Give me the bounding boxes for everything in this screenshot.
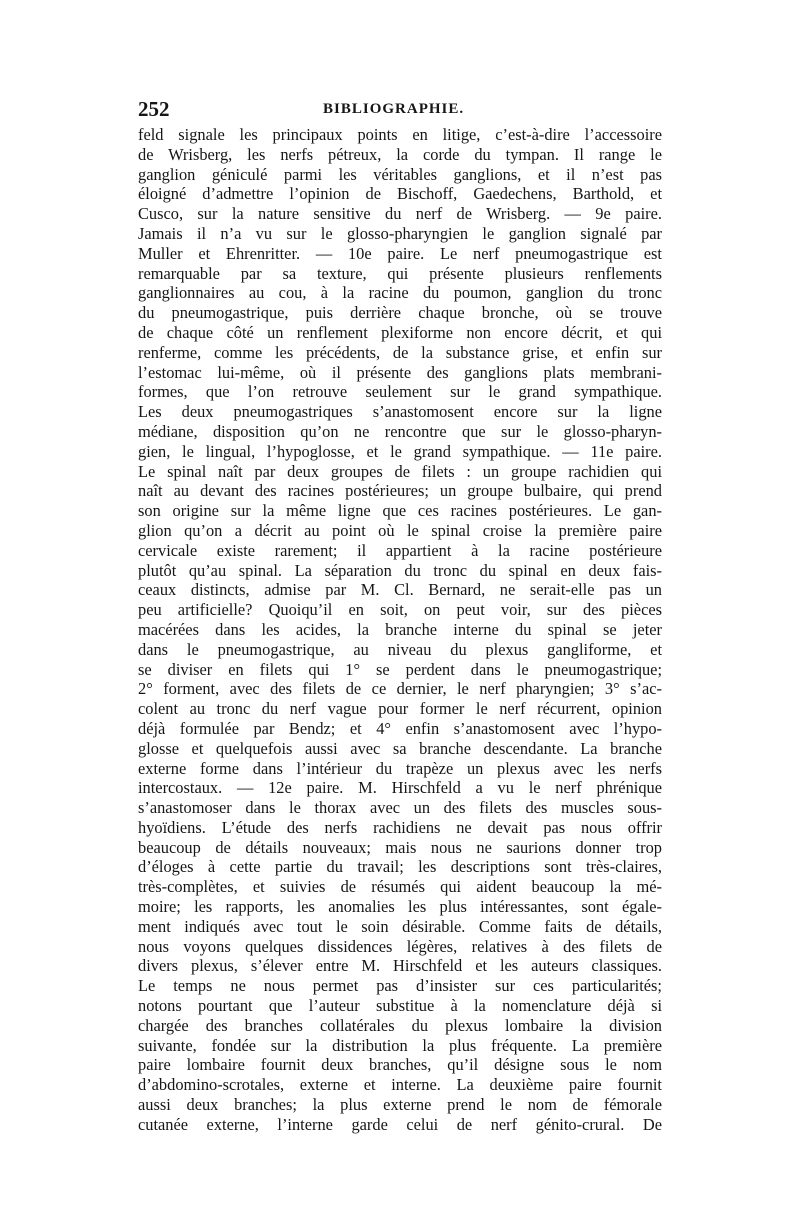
text-line: son origine sur la même ligne que ces racines postérieures. Le gan- (138, 501, 662, 521)
text-line: feld signale les principaux points en litige, c’est-à-dire l’accessoire (138, 125, 662, 144)
text-line: paire lombaire fournit deux branches, qu’il désigne sous le nom (138, 1055, 662, 1075)
text-line: Le spinal naît par deux groupes de filets : un groupe rachidien qui (138, 461, 662, 481)
text-line: divers plexus, s’élever entre M. Hirschfeld et les auteurs classiques. (138, 956, 662, 976)
text-line: hyoïdiens. L’étude des nerfs rachidiens ne devait pas nous offrir (138, 817, 662, 837)
text-line: 2° forment, avec des filets de ce dernier, le nerf pharyngien; 3° s’ac- (138, 679, 662, 699)
text-line: glion qu’on a décrit au point où le spinal croise la première paire (138, 520, 662, 540)
text-line: très-complètes, et suivies de résumés qui aident beaucoup la mé- (138, 877, 662, 897)
running-title: BIBLIOGRAPHIE. (323, 101, 465, 117)
text-line: renferme, comme les précédents, de la substance grise, et enfin sur (138, 342, 662, 362)
text-line: externe forme dans l’intérieur du trapèze un plexus avec les nerfs (138, 758, 662, 778)
text-line: éloigné d’admettre l’opinion de Bischoff, Gaedechens, Barthold, et (138, 184, 662, 204)
text-line: Cusco, sur la nature sensitive du nerf de Wrisberg. — 9e paire. (138, 204, 662, 224)
text-line: Jamais il n’a vu sur le glosso-pharyngien le ganglion signalé par (138, 223, 662, 243)
text-line: l’estomac lui-même, où il présente des ganglions plats membrani- (138, 362, 662, 382)
text-line: ganglion géniculé parmi les véritables ganglions, et il n’est pas (138, 164, 662, 184)
text-line: Les deux pneumogastriques s’anastomosent encore sur la ligne (138, 402, 662, 422)
text-line: médiane, disposition qu’on ne rencontre que sur le glosso-pharyn- (138, 421, 662, 441)
text-line: ment indiqués avec tout le soin désirable. Comme faits de détails, (138, 916, 662, 936)
text-line: d’abdomino-scrotales, externe et interne. La deuxième paire fournit (138, 1075, 662, 1095)
text-line: notons pourtant que l’auteur substitue à la nomenclature déjà si (138, 996, 662, 1016)
text-line: déjà formulée par Bendz; et 4° enfin s’anastomosent avec l’hypo- (138, 718, 662, 738)
text-line: intercostaux. — 12e paire. M. Hirschfeld a vu le nerf phrénique (138, 778, 662, 798)
text-line: de chaque côté un renflement plexiforme non encore décrit, et qui (138, 322, 662, 342)
text-line: s’anastomoser dans le thorax avec un des filets des muscles sous- (138, 798, 662, 818)
running-head (138, 97, 662, 121)
body-text (138, 125, 662, 1135)
text-line: peu artificielle? Quoiqu’il en soit, on peut voir, sur des pièces (138, 600, 662, 620)
text-line: suivante, fondée sur la distribution la plus fréquente. La première (138, 1035, 662, 1055)
text-line: colent au tronc du nerf vague pour former le nerf récurrent, opinion (138, 699, 662, 719)
text-line: moire; les rapports, les anomalies les plus intéressantes, sont égale- (138, 897, 662, 917)
text-line: dans le pneumogastrique, au niveau du plexus gangliforme, et (138, 639, 662, 659)
text-line: d’éloges à cette partie du travail; les descriptions sont très-claires, (138, 857, 662, 877)
page-number: 252 (138, 97, 170, 121)
text-line: ceaux distincts, admise par M. Cl. Bernard, ne serait-elle pas un (138, 580, 662, 600)
text-line: naît au devant des racines postérieures; un groupe bulbaire, qui prend (138, 481, 662, 501)
text-line: formes, que l’on retrouve seulement sur le grand sympathique. (138, 382, 662, 402)
text-line: se diviser en filets qui 1° se perdent dans le pneumogastrique; (138, 659, 662, 679)
text-line: aussi deux branches; la plus externe prend le nom de fémorale (138, 1095, 662, 1115)
text-line: ganglionnaires au cou, à la racine du poumon, ganglion du tronc (138, 283, 662, 303)
text-line: du pneumogastrique, puis derrière chaque bronche, où se trouve (138, 303, 662, 323)
text-line: nous voyons quelques dissidences légères, relatives à des filets de (138, 936, 662, 956)
text-line: plutôt qu’au spinal. La séparation du tronc du spinal en deux fais- (138, 560, 662, 580)
text-line: remarquable par sa texture, qui présente plusieurs renflements (138, 263, 662, 283)
text-line: de Wrisberg, les nerfs pétreux, la corde du tympan. Il range le (138, 144, 662, 164)
text-line: chargée des branches collatérales du plexus lombaire la division (138, 1015, 662, 1035)
text-line: glosse et quelquefois aussi avec sa branche descendante. La branche (138, 738, 662, 758)
text-line: gien, le lingual, l’hypoglosse, et le grand sympathique. — 11e paire. (138, 441, 662, 461)
text-line: beaucoup de détails nouveaux; mais nous ne saurions donner trop (138, 837, 662, 857)
text-line: cutanée externe, l’interne garde celui de nerf génito-crural. De (138, 1114, 662, 1134)
text-line: Le temps ne nous permet pas d’insister sur ces particularités; (138, 976, 662, 996)
text-line: cervicale existe rarement; il appartient à la racine postérieure (138, 540, 662, 560)
text-line: Muller et Ehrenritter. — 10e paire. Le nerf pneumogastrique est (138, 243, 662, 263)
text-line: macérées dans les acides, la branche interne du spinal se jeter (138, 619, 662, 639)
